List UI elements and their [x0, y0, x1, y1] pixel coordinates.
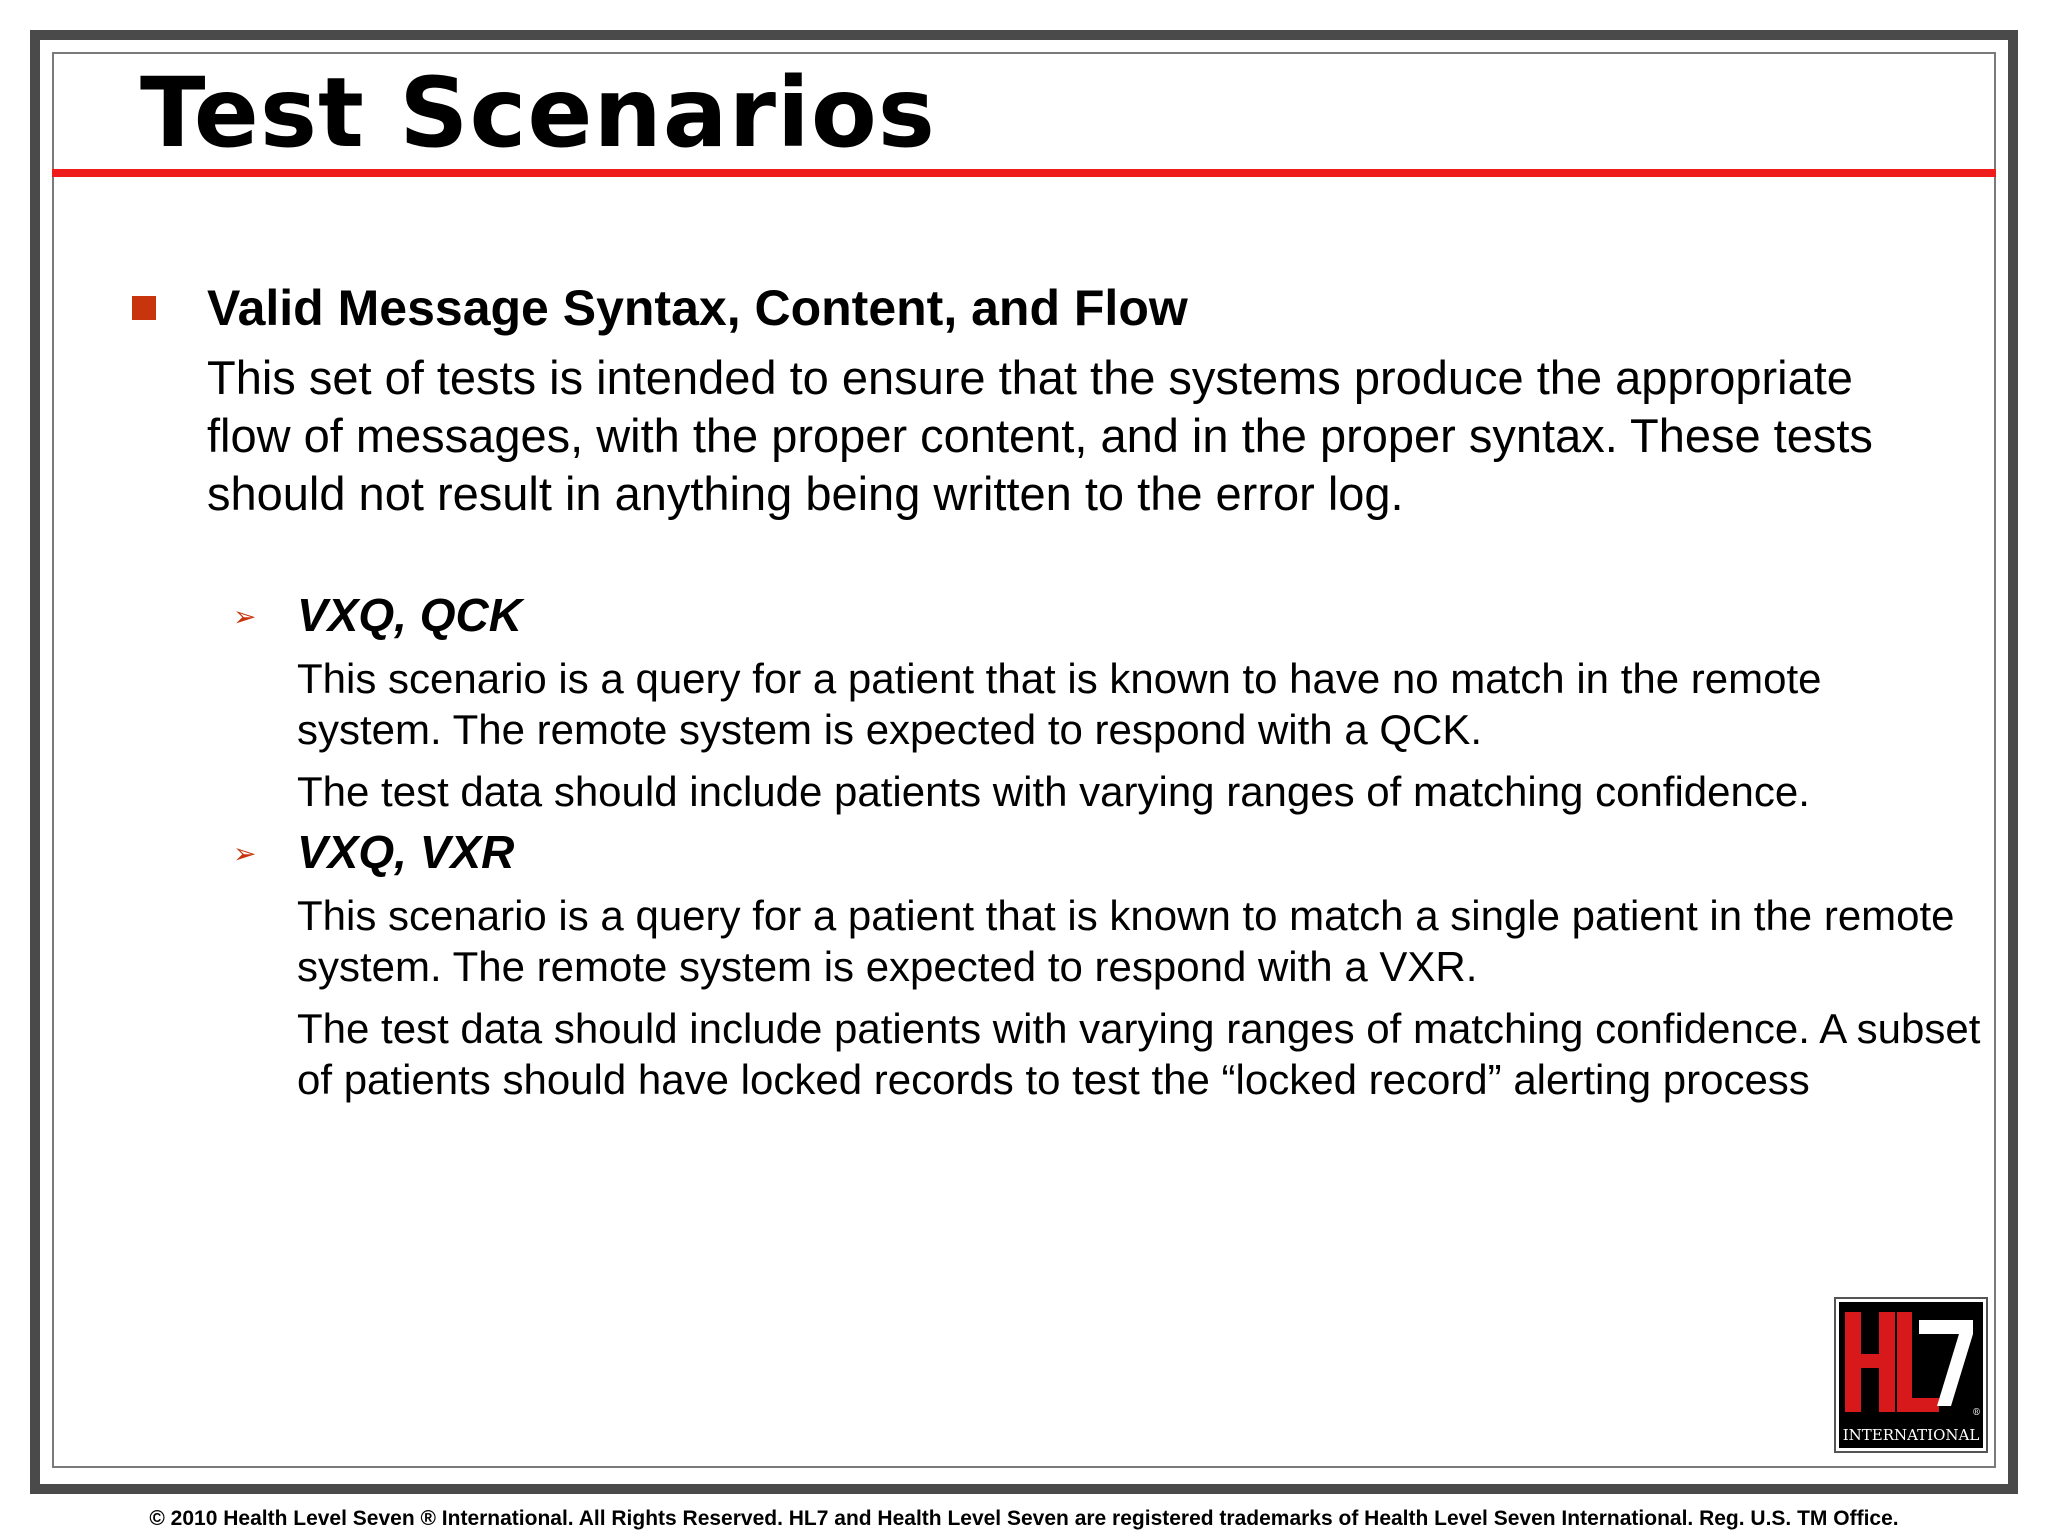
hl7-logo-icon: [1839, 1302, 1983, 1448]
square-bullet-icon: [132, 296, 156, 320]
bullet-body-text: This set of tests is intended to ensure that the systems produce the appropriate flow of messages, with the proper content, and in the proper syntax. These tests should not result in anything being written to the error log.: [207, 351, 1873, 520]
arrowhead-bullet-icon: ➢: [233, 838, 257, 869]
registered-mark: ®: [1972, 1408, 1981, 1418]
slide-title: Test Scenarios: [140, 57, 936, 169]
subitem-heading: VXQ, QCK: [297, 589, 522, 641]
hl7-logo: [1836, 1299, 1986, 1451]
logo-subtext: INTERNATIONAL: [1842, 1426, 1980, 1444]
footer-copyright: © 2010 Health Level Seven ® International. All Rights Reserved. HL7 and Health Level Seven are registered trademarks of Health Level Seven International. Reg. U.S. TM Office.: [149, 1507, 1899, 1530]
arrowhead-bullet-icon: ➢: [233, 601, 257, 632]
subitem-paragraph: The test data should include patients with varying ranges of matching confidence.: [297, 768, 1810, 815]
subitem-paragraph: The test data should include patients with varying ranges of matching confidence. A subset of patients should have locked records to test the “locked record” alerting process: [297, 1005, 1981, 1103]
subitem-heading: VXQ, VXR: [297, 826, 515, 878]
subitem-paragraph: This scenario is a query for a patient that is known to have no match in the remote system. The remote system is expected to respond with a QCK.: [297, 655, 1822, 753]
subitem-paragraph: This scenario is a query for a patient that is known to match a single patient in the remote system. The remote system is expected to respond with a VXR.: [297, 892, 1955, 990]
bullet-heading: Valid Message Syntax, Content, and Flow: [207, 280, 1188, 336]
